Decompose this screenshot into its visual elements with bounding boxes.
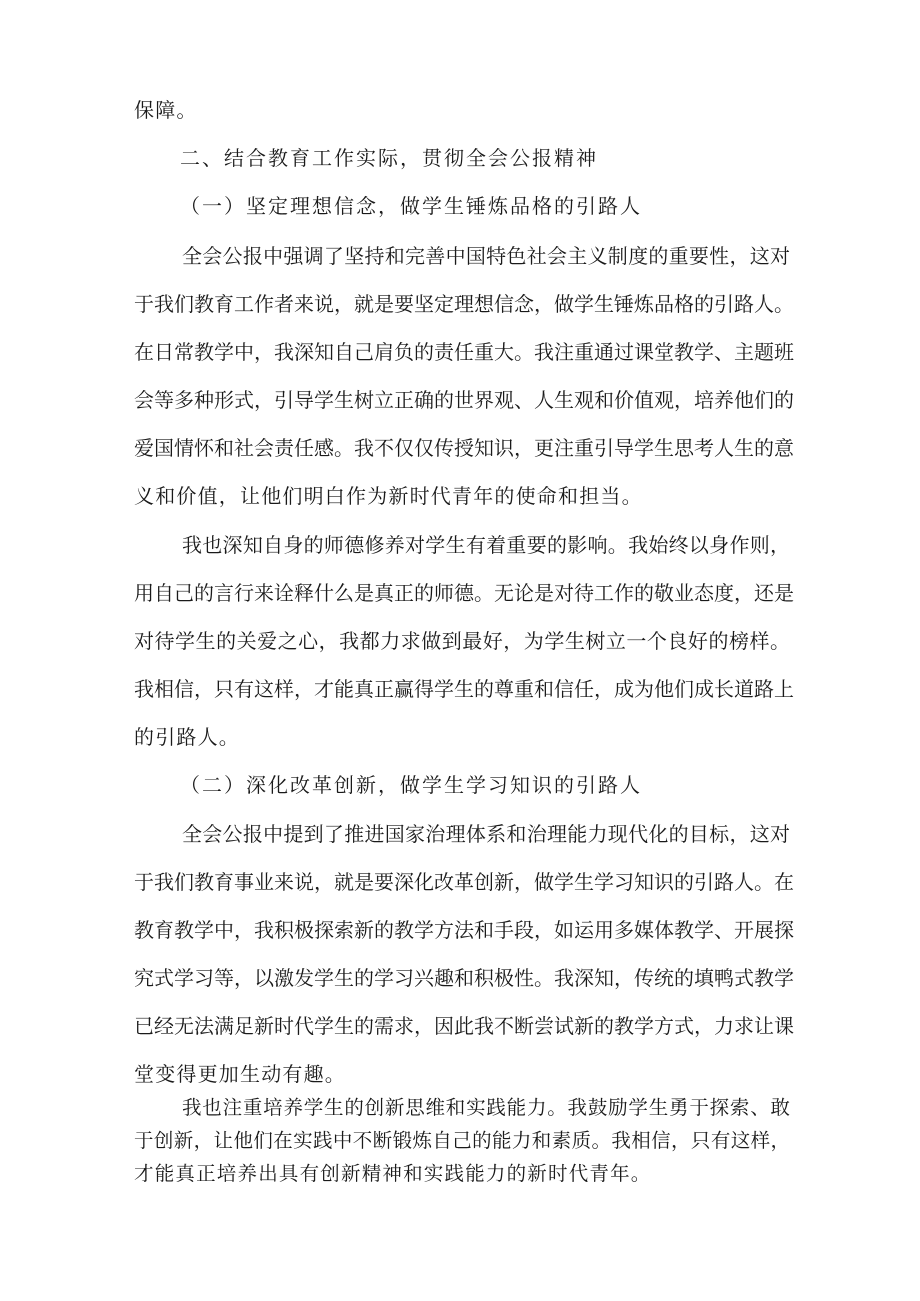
paragraph-line: 在日常教学中，我深知自己肩负的责任重大。我注重通过课堂教学、主题班 (134, 340, 794, 364)
paragraph-line: 的引路人。 (134, 725, 240, 749)
paragraph-line: 用自己的言行来诠释什么是真正的师德。无论是对待工作的敬业态度，还是 (134, 581, 794, 605)
paragraph-line: 我也注重培养学生的创新思维和实践能力。我鼓励学生勇于探索、敢 (182, 1096, 790, 1119)
paragraph-line: 保障。 (134, 98, 198, 122)
subsection-heading: （一）坚定理想信念，做学生锤炼品格的引路人 (180, 194, 642, 218)
paragraph-line: 才能真正培养出具有创新精神和实践能力的新时代青年。 (134, 1162, 652, 1185)
subsection-heading: （二）深化改革创新，做学生学习知识的引路人 (180, 773, 642, 797)
paragraph-line: 于创新，让他们在实践中不断锻炼自己的能力和素质。我相信，只有这样， (134, 1129, 790, 1152)
paragraph-line: 究式学习等，以激发学生的学习兴趣和积极性。我深知，传统的填鸭式教学 (134, 966, 794, 990)
paragraph-line: 我也深知自身的师德修养对学生有着重要的影响。我始终以身作则， (182, 533, 790, 557)
section-heading: 二、结合教育工作实际，贯彻全会公报精神 (180, 146, 598, 170)
paragraph-line: 全会公报中强调了坚持和完善中国特色社会主义制度的重要性，这对 (182, 244, 790, 268)
paragraph-line: 爱国情怀和社会责任感。我不仅仅传授知识，更注重引导学生思考人生的意 (134, 436, 794, 460)
paragraph-line: 于我们教育工作者来说，就是要坚定理想信念，做学生锤炼品格的引路人。 (134, 292, 794, 316)
paragraph-line: 于我们教育事业来说，就是要深化改革创新，做学生学习知识的引路人。在 (134, 870, 794, 894)
paragraph-line: 堂变得更加生动有趣。 (134, 1062, 346, 1086)
paragraph-line: 义和价值，让他们明白作为新时代青年的使命和担当。 (134, 484, 643, 508)
paragraph-line: 全会公报中提到了推进国家治理体系和治理能力现代化的目标，这对 (182, 822, 790, 846)
paragraph-line: 会等多种形式，引导学生树立正确的世界观、人生观和价值观，培养他们的 (134, 388, 794, 412)
paragraph-line: 对待学生的关爱之心，我都力求做到最好，为学生树立一个良好的榜样。 (134, 629, 790, 653)
paragraph-line: 教育教学中，我积极探索新的教学方法和手段，如运用多媒体教学、开展探 (134, 918, 794, 942)
paragraph-line: 我相信，只有这样，才能真正赢得学生的尊重和信任，成为他们成长道路上 (134, 677, 794, 701)
paragraph-line: 已经无法满足新时代学生的需求，因此我不断尝试新的教学方式，力求让课 (134, 1014, 794, 1038)
